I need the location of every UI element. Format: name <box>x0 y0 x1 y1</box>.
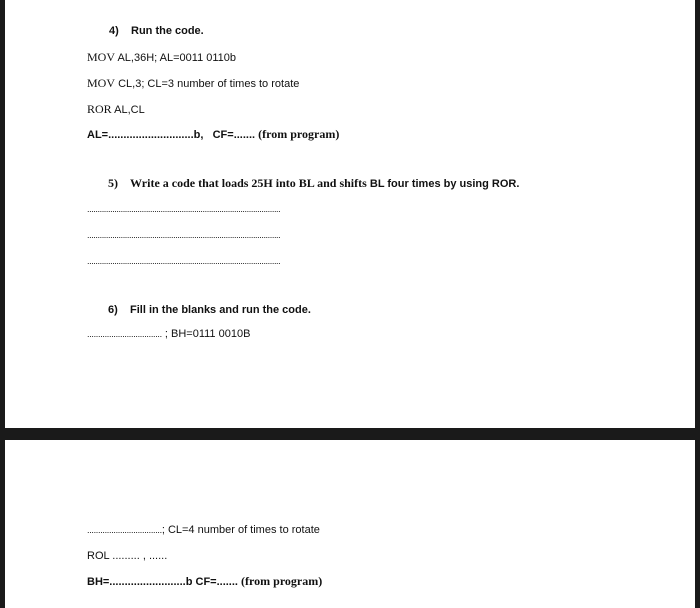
mnemonic-mov: MOV <box>87 76 116 90</box>
answer-blank-line: ............................................................................................ <box>87 230 281 240</box>
fill-blank: .................................. <box>87 329 162 339</box>
question-5-text-serif: Write a code that loads 25H into BL and shifts <box>130 176 367 190</box>
mnemonic-mov: MOV <box>87 50 116 64</box>
answer-note: (from program) <box>241 574 323 588</box>
answer-blank-line: ............................................................................................ <box>87 204 281 214</box>
answer-bh-blank: BH=.........................b <box>87 576 193 588</box>
fill-line-rest: ; CL=4 number of times to rotate <box>161 524 320 536</box>
answer-line-al-cf <box>87 127 339 142</box>
answer-cf-blank: CF=....... <box>212 129 256 141</box>
document-page-2 <box>5 440 695 608</box>
code-line-ror <box>87 102 145 117</box>
code-operands: CL,3; CL=3 number of times to rotate <box>118 78 300 90</box>
question-5-number: 5) <box>108 176 118 190</box>
question-6-number: 6) <box>108 304 118 316</box>
question-4-heading <box>109 24 204 38</box>
fill-line-bh <box>87 327 250 341</box>
mnemonic-ror: ROR <box>87 102 112 116</box>
question-6-heading <box>108 303 311 317</box>
code-operands: AL,36H; AL=0011 0110b <box>117 52 237 64</box>
code-operands: AL,CL <box>114 104 145 116</box>
answer-line-bh-cf <box>87 574 322 589</box>
code-line-rol: ROL ......... , ...... <box>87 550 168 562</box>
question-4-number: 4) <box>109 25 119 37</box>
fill-line-cl <box>87 523 320 537</box>
question-5-text-sans: BL four times by using ROR. <box>369 178 520 190</box>
code-line-mov-cl <box>87 76 299 91</box>
question-5-heading <box>108 176 519 191</box>
question-4-title: Run the code. <box>131 25 204 37</box>
code-line-mov-al <box>87 50 236 65</box>
document-page-1 <box>5 0 695 428</box>
answer-note: (from program) <box>258 127 340 141</box>
answer-blank-line: ............................................................................................ <box>87 256 281 266</box>
fill-line-rest: ; BH=0111 0010B <box>164 328 251 340</box>
answer-cf-blank: CF=....... <box>195 576 238 588</box>
fill-blank: .................................. <box>87 525 162 535</box>
answer-al-blank: AL=............................b, <box>87 129 204 141</box>
question-6-title: Fill in the blanks and run the code. <box>130 304 311 316</box>
